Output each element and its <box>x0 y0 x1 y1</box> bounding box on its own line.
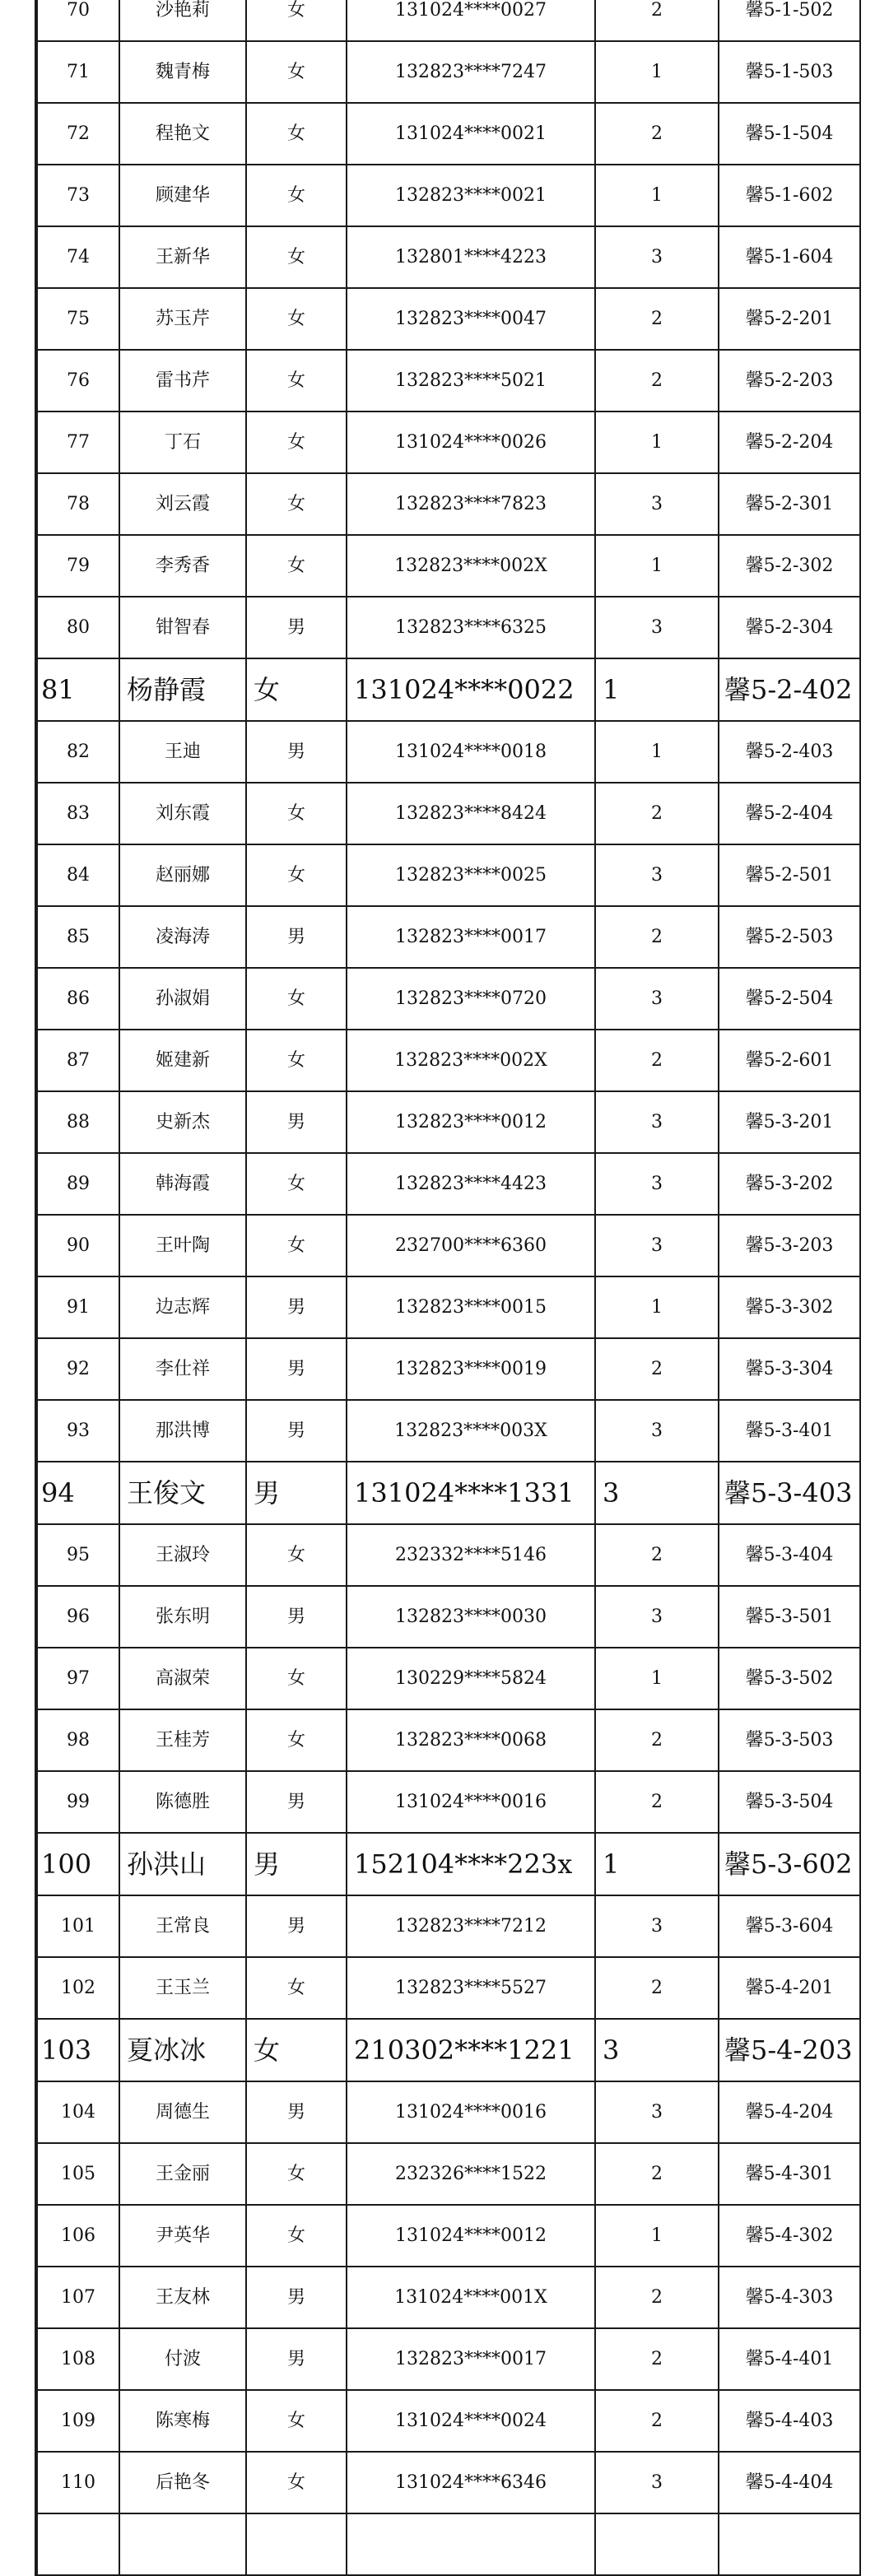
cell-id-number: 132823****002X <box>347 1030 595 1091</box>
cell-name: 陈德胜 <box>119 1771 246 1833</box>
cell-id-number: 131024****0027 <box>347 0 595 41</box>
cell-number: 102 <box>37 1957 119 2019</box>
table-row <box>37 2267 860 2328</box>
cell-number: 105 <box>37 2143 119 2205</box>
cell-count: 2 <box>595 350 719 412</box>
cell-id-number: 132823****0017 <box>347 2328 595 2390</box>
cell-gender: 女 <box>246 1215 347 1276</box>
cell-name: 王玉兰 <box>119 1957 246 2019</box>
cell-room: 馨5-3-502 <box>719 1648 860 1709</box>
cell-count: 2 <box>595 2390 719 2452</box>
table-row <box>37 597 860 658</box>
cell-gender: 男 <box>246 906 347 968</box>
cell-number: 104 <box>37 2081 119 2143</box>
cell-name: 孙淑娟 <box>119 968 246 1030</box>
cell-count: 1 <box>595 1648 719 1709</box>
cell-gender: 女 <box>246 1030 347 1091</box>
table-row <box>37 103 860 165</box>
table-row <box>37 1338 860 1400</box>
table-row <box>37 1771 860 1833</box>
cell-gender: 男 <box>246 1833 347 1895</box>
cell-count: 3 <box>595 2452 719 2513</box>
cell-count: 2 <box>595 2328 719 2390</box>
cell-number: 94 <box>37 1462 119 1524</box>
cell-count: 2 <box>595 2267 719 2328</box>
cell-id-number: 132823****0030 <box>347 1586 595 1648</box>
cell-name: 王叶陶 <box>119 1215 246 1276</box>
cell-number: 101 <box>37 1895 119 1957</box>
cell-room: 馨5-2-404 <box>719 783 860 844</box>
cell-room: 馨5-4-401 <box>719 2328 860 2390</box>
cell-name: 王迪 <box>119 721 246 783</box>
cell-number: 81 <box>37 658 119 721</box>
cell-room: 馨5-4-201 <box>719 1957 860 2019</box>
cell-gender: 女 <box>246 2019 347 2081</box>
cell-name: 孙洪山 <box>119 1833 246 1895</box>
cell-name: 魏青梅 <box>119 41 246 103</box>
cell-name: 那洪博 <box>119 1400 246 1462</box>
cell-gender: 男 <box>246 1771 347 1833</box>
cell-room: 馨5-1-502 <box>719 0 860 41</box>
cell-name: 李秀香 <box>119 535 246 597</box>
cell-id-number: 131024****0016 <box>347 2081 595 2143</box>
cell-room: 馨5-2-403 <box>719 721 860 783</box>
cell-count: 3 <box>595 1091 719 1153</box>
cell-gender: 男 <box>246 1462 347 1524</box>
cell-number: 73 <box>37 165 119 226</box>
cell-id-number: 132823****7247 <box>347 41 595 103</box>
cell-count: 2 <box>595 288 719 350</box>
cell-name: 高淑荣 <box>119 1648 246 1709</box>
cell-id-number: 132823****002X <box>347 535 595 597</box>
cell-name: 赵丽娜 <box>119 844 246 906</box>
cell-number: 88 <box>37 1091 119 1153</box>
cell-number: 70 <box>37 0 119 41</box>
cell-id-number: 131024****6346 <box>347 2452 595 2513</box>
cell-gender: 女 <box>246 1153 347 1215</box>
cell-name: 史新杰 <box>119 1091 246 1153</box>
table-row <box>37 412 860 473</box>
cell-id-number: 132823****0047 <box>347 288 595 350</box>
cell-id-number: 131024****0024 <box>347 2390 595 2452</box>
cell-name: 顾建华 <box>119 165 246 226</box>
cell-gender: 女 <box>246 1709 347 1771</box>
cell-id-number: 132823****8424 <box>347 783 595 844</box>
cell-number: 72 <box>37 103 119 165</box>
cell-id-number: 132823****0012 <box>347 1091 595 1153</box>
cell-gender: 女 <box>246 41 347 103</box>
cell-id-number: 132823****0017 <box>347 906 595 968</box>
cell-name: 王桂芳 <box>119 1709 246 1771</box>
cell-room: 馨5-3-201 <box>719 1091 860 1153</box>
cell-gender: 女 <box>246 165 347 226</box>
cell-name: 沙艳莉 <box>119 0 246 41</box>
cell-name: 钳智春 <box>119 597 246 658</box>
table-row <box>37 844 860 906</box>
cell-gender: 女 <box>246 103 347 165</box>
cell-gender: 女 <box>246 783 347 844</box>
table-row <box>37 2205 860 2267</box>
cell-room: 馨5-3-203 <box>719 1215 860 1276</box>
cell-count: 3 <box>595 844 719 906</box>
cell-id-number: 232332****5146 <box>347 1524 595 1586</box>
cell-number: 87 <box>37 1030 119 1091</box>
residents-table-body <box>37 0 860 2575</box>
cell-id-number: 132823****0068 <box>347 1709 595 1771</box>
cell-name: 陈寒梅 <box>119 2390 246 2452</box>
cell-room: 馨5-2-601 <box>719 1030 860 1091</box>
cell-count: 1 <box>595 165 719 226</box>
cell-count: 3 <box>595 2081 719 2143</box>
cell-name: 雷书芹 <box>119 350 246 412</box>
cell-count: 2 <box>595 1957 719 2019</box>
cell-name: 凌海涛 <box>119 906 246 968</box>
cell-room: 馨5-3-401 <box>719 1400 860 1462</box>
table-row <box>37 1215 860 1276</box>
cell-number: 86 <box>37 968 119 1030</box>
cell-count: 3 <box>595 1215 719 1276</box>
cell-room: 馨5-3-304 <box>719 1338 860 1400</box>
cell-id-number: 210302****1221 <box>347 2019 595 2081</box>
cell-gender: 男 <box>246 721 347 783</box>
cell-id-number: 131024****1331 <box>347 1462 595 1524</box>
residents-table-frame <box>35 0 861 2576</box>
cell-room: 馨5-3-302 <box>719 1276 860 1338</box>
cell-number: 108 <box>37 2328 119 2390</box>
cell-number: 93 <box>37 1400 119 1462</box>
cell-count: 1 <box>595 658 719 721</box>
cell-gender: 女 <box>246 0 347 41</box>
cell-name: 边志辉 <box>119 1276 246 1338</box>
cell-count: 3 <box>595 226 719 288</box>
table-row <box>37 1895 860 1957</box>
cell-id-number: 132823****003X <box>347 1400 595 1462</box>
cell-id-number: 130229****5824 <box>347 1648 595 1709</box>
cell-gender: 女 <box>246 844 347 906</box>
cell-id-number: 132823****4423 <box>347 1153 595 1215</box>
cell-name: 夏冰冰 <box>119 2019 246 2081</box>
cell-id-number: 152104****223x <box>347 1833 595 1895</box>
cell-number: 92 <box>37 1338 119 1400</box>
cell-gender: 女 <box>246 288 347 350</box>
table-row <box>37 1153 860 1215</box>
cell-number: 100 <box>37 1833 119 1895</box>
cell-name: 王金丽 <box>119 2143 246 2205</box>
table-row <box>37 1400 860 1462</box>
cell-number: 76 <box>37 350 119 412</box>
cell-room: 馨5-2-302 <box>719 535 860 597</box>
cell-count: 3 <box>595 2019 719 2081</box>
cell-number: 95 <box>37 1524 119 1586</box>
table-row <box>37 1586 860 1648</box>
cell-room: 馨5-3-404 <box>719 1524 860 1586</box>
table-row <box>37 2143 860 2205</box>
cell-gender <box>246 2513 347 2575</box>
table-row <box>37 2390 860 2452</box>
cell-gender: 女 <box>246 658 347 721</box>
table-row <box>37 1030 860 1091</box>
residents-table <box>36 0 861 2576</box>
cell-room: 馨5-1-602 <box>719 165 860 226</box>
cell-number: 82 <box>37 721 119 783</box>
cell-id-number: 131024****0012 <box>347 2205 595 2267</box>
table-row <box>37 2452 860 2513</box>
table-row <box>37 906 860 968</box>
cell-room: 馨5-2-203 <box>719 350 860 412</box>
cell-number: 99 <box>37 1771 119 1833</box>
table-row <box>37 658 860 721</box>
table-row <box>37 783 860 844</box>
cell-name: 刘东霞 <box>119 783 246 844</box>
cell-gender: 男 <box>246 1276 347 1338</box>
table-row <box>37 1833 860 1895</box>
cell-number: 74 <box>37 226 119 288</box>
cell-room: 馨5-4-302 <box>719 2205 860 2267</box>
cell-number: 75 <box>37 288 119 350</box>
cell-id-number: 131024****0022 <box>347 658 595 721</box>
cell-name: 王俊文 <box>119 1462 246 1524</box>
cell-gender: 女 <box>246 968 347 1030</box>
cell-number: 84 <box>37 844 119 906</box>
cell-name: 刘云霞 <box>119 473 246 535</box>
cell-room: 馨5-2-501 <box>719 844 860 906</box>
cell-number: 85 <box>37 906 119 968</box>
cell-name: 王新华 <box>119 226 246 288</box>
table-row <box>37 226 860 288</box>
cell-gender: 男 <box>246 2081 347 2143</box>
cell-room: 馨5-3-604 <box>719 1895 860 1957</box>
cell-room: 馨5-1-503 <box>719 41 860 103</box>
table-row <box>37 2513 860 2575</box>
cell-name <box>119 2513 246 2575</box>
cell-room: 馨5-2-304 <box>719 597 860 658</box>
cell-gender: 女 <box>246 226 347 288</box>
cell-room: 馨5-3-602 <box>719 1833 860 1895</box>
cell-number: 107 <box>37 2267 119 2328</box>
cell-count: 3 <box>595 1895 719 1957</box>
cell-name: 尹英华 <box>119 2205 246 2267</box>
cell-id-number: 132823****0720 <box>347 968 595 1030</box>
cell-gender: 女 <box>246 350 347 412</box>
cell-count: 1 <box>595 412 719 473</box>
cell-name: 王友林 <box>119 2267 246 2328</box>
table-row <box>37 1462 860 1524</box>
cell-number: 83 <box>37 783 119 844</box>
cell-count: 3 <box>595 1462 719 1524</box>
cell-name: 王常良 <box>119 1895 246 1957</box>
cell-name: 李仕祥 <box>119 1338 246 1400</box>
cell-name: 后艳冬 <box>119 2452 246 2513</box>
cell-room: 馨5-3-504 <box>719 1771 860 1833</box>
table-row <box>37 2081 860 2143</box>
cell-id-number: 131024****0026 <box>347 412 595 473</box>
cell-gender: 女 <box>246 2452 347 2513</box>
cell-gender: 女 <box>246 535 347 597</box>
cell-id-number: 132823****6325 <box>347 597 595 658</box>
table-row <box>37 1524 860 1586</box>
cell-number: 78 <box>37 473 119 535</box>
cell-gender: 男 <box>246 1400 347 1462</box>
cell-room: 馨5-4-303 <box>719 2267 860 2328</box>
table-row <box>37 288 860 350</box>
cell-room: 馨5-2-503 <box>719 906 860 968</box>
cell-gender: 女 <box>246 1524 347 1586</box>
cell-count: 1 <box>595 1276 719 1338</box>
cell-room: 馨5-3-403 <box>719 1462 860 1524</box>
cell-gender: 男 <box>246 2328 347 2390</box>
cell-count: 2 <box>595 2143 719 2205</box>
cell-name: 姬建新 <box>119 1030 246 1091</box>
cell-id-number: 232700****6360 <box>347 1215 595 1276</box>
cell-room: 馨5-2-504 <box>719 968 860 1030</box>
cell-name: 苏玉芹 <box>119 288 246 350</box>
table-row <box>37 721 860 783</box>
cell-room: 馨5-3-501 <box>719 1586 860 1648</box>
cell-name: 程艳文 <box>119 103 246 165</box>
cell-room: 馨5-3-202 <box>719 1153 860 1215</box>
cell-room: 馨5-2-301 <box>719 473 860 535</box>
cell-gender: 男 <box>246 1338 347 1400</box>
cell-room: 馨5-1-604 <box>719 226 860 288</box>
cell-gender: 男 <box>246 1586 347 1648</box>
cell-id-number: 132801****4223 <box>347 226 595 288</box>
table-row <box>37 535 860 597</box>
cell-id-number: 232326****1522 <box>347 2143 595 2205</box>
cell-count: 2 <box>595 1709 719 1771</box>
cell-id-number: 131024****0016 <box>347 1771 595 1833</box>
cell-id-number: 131024****0018 <box>347 721 595 783</box>
cell-number: 91 <box>37 1276 119 1338</box>
cell-gender: 女 <box>246 2205 347 2267</box>
cell-count: 2 <box>595 1338 719 1400</box>
cell-count: 2 <box>595 1771 719 1833</box>
cell-count: 1 <box>595 41 719 103</box>
cell-id-number: 132823****0015 <box>347 1276 595 1338</box>
cell-number: 106 <box>37 2205 119 2267</box>
cell-name: 王淑玲 <box>119 1524 246 1586</box>
cell-number: 97 <box>37 1648 119 1709</box>
cell-name: 丁石 <box>119 412 246 473</box>
cell-gender: 男 <box>246 2267 347 2328</box>
cell-number: 71 <box>37 41 119 103</box>
cell-count: 3 <box>595 473 719 535</box>
cell-room: 馨5-2-204 <box>719 412 860 473</box>
cell-room: 馨5-4-203 <box>719 2019 860 2081</box>
cell-count: 2 <box>595 1030 719 1091</box>
cell-number: 89 <box>37 1153 119 1215</box>
cell-count: 3 <box>595 1586 719 1648</box>
cell-count: 1 <box>595 1833 719 1895</box>
cell-number: 109 <box>37 2390 119 2452</box>
table-row <box>37 968 860 1030</box>
cell-count: 1 <box>595 721 719 783</box>
cell-count: 2 <box>595 906 719 968</box>
cell-number: 96 <box>37 1586 119 1648</box>
cell-id-number: 132823****5527 <box>347 1957 595 2019</box>
cell-number: 79 <box>37 535 119 597</box>
cell-count: 3 <box>595 1400 719 1462</box>
cell-number: 80 <box>37 597 119 658</box>
cell-room: 馨5-2-402 <box>719 658 860 721</box>
cell-gender: 女 <box>246 2143 347 2205</box>
cell-count <box>595 2513 719 2575</box>
cell-id-number: 131024****001X <box>347 2267 595 2328</box>
cell-count: 3 <box>595 968 719 1030</box>
cell-room <box>719 2513 860 2575</box>
table-row <box>37 1276 860 1338</box>
cell-room: 馨5-1-504 <box>719 103 860 165</box>
cell-room: 馨5-4-204 <box>719 2081 860 2143</box>
cell-id-number: 132823****7823 <box>347 473 595 535</box>
cell-gender: 男 <box>246 1091 347 1153</box>
cell-gender: 女 <box>246 473 347 535</box>
cell-count: 2 <box>595 1524 719 1586</box>
cell-gender: 女 <box>246 1957 347 2019</box>
table-row <box>37 1957 860 2019</box>
cell-gender: 男 <box>246 597 347 658</box>
cell-count: 3 <box>595 597 719 658</box>
cell-id-number <box>347 2513 595 2575</box>
cell-id-number: 132823****0025 <box>347 844 595 906</box>
cell-room: 馨5-4-404 <box>719 2452 860 2513</box>
cell-number <box>37 2513 119 2575</box>
cell-name: 周德生 <box>119 2081 246 2143</box>
cell-id-number: 132823****0021 <box>347 165 595 226</box>
table-row <box>37 165 860 226</box>
table-row <box>37 473 860 535</box>
cell-number: 98 <box>37 1709 119 1771</box>
cell-gender: 女 <box>246 1648 347 1709</box>
cell-id-number: 132823****0019 <box>347 1338 595 1400</box>
cell-count: 1 <box>595 2205 719 2267</box>
cell-room: 馨5-4-403 <box>719 2390 860 2452</box>
table-row <box>37 1648 860 1709</box>
table-row <box>37 1091 860 1153</box>
cell-gender: 男 <box>246 1895 347 1957</box>
cell-name: 杨静霞 <box>119 658 246 721</box>
cell-id-number: 131024****0021 <box>347 103 595 165</box>
cell-number: 90 <box>37 1215 119 1276</box>
cell-id-number: 132823****7212 <box>347 1895 595 1957</box>
cell-count: 2 <box>595 103 719 165</box>
cell-id-number: 132823****5021 <box>347 350 595 412</box>
table-row <box>37 1709 860 1771</box>
cell-gender: 女 <box>246 2390 347 2452</box>
cell-count: 2 <box>595 783 719 844</box>
cell-name: 韩海霞 <box>119 1153 246 1215</box>
cell-number: 103 <box>37 2019 119 2081</box>
cell-gender: 女 <box>246 412 347 473</box>
cell-number: 77 <box>37 412 119 473</box>
table-row <box>37 41 860 103</box>
cell-room: 馨5-4-301 <box>719 2143 860 2205</box>
table-row <box>37 2328 860 2390</box>
cell-room: 馨5-3-503 <box>719 1709 860 1771</box>
cell-count: 3 <box>595 1153 719 1215</box>
table-row <box>37 0 860 41</box>
table-row <box>37 2019 860 2081</box>
cell-number: 110 <box>37 2452 119 2513</box>
table-row <box>37 350 860 412</box>
cell-room: 馨5-2-201 <box>719 288 860 350</box>
cell-count: 2 <box>595 0 719 41</box>
cell-name: 张东明 <box>119 1586 246 1648</box>
cell-count: 1 <box>595 535 719 597</box>
cell-name: 付波 <box>119 2328 246 2390</box>
